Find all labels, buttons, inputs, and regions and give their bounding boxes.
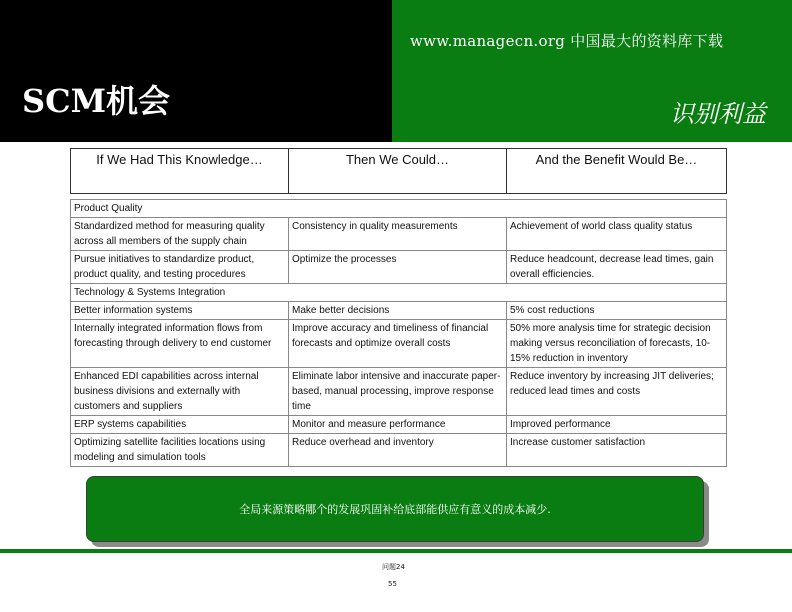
table-cell: Internally integrated information flows from forecasting through delivery to end customer [71,320,289,368]
section-row-product-quality [71,200,727,218]
table-cell: Reduce overhead and inventory [289,434,507,467]
table-cell: Optimizing satellite facilities locations using modeling and simulation tools [71,434,289,467]
footer-divider [0,549,792,553]
table-cell: Reduce headcount, decrease lead times, gain overall efficiencies. [507,251,727,284]
table-cell: 5% cost reductions [507,302,727,320]
column-header-knowledge: If We Had This Knowledge… [71,149,289,194]
table-cell: Achievement of world class quality status [507,218,727,251]
table-row [71,368,727,416]
table-cell: ERP systems capabilities [71,416,289,434]
slide-subtitle: 识别利益 [670,100,766,128]
table-cell: Monitor and measure performance [289,416,507,434]
slide-title: SCM机会 [22,82,171,120]
table-row [71,320,727,368]
table-cell: Consistency in quality measurements [289,218,507,251]
page-reference: 问题24 [382,563,405,571]
summary-callout [86,476,704,542]
table-cell: Pursue initiatives to standardize product, product quality, and testing procedures [71,251,289,284]
table-row [71,416,727,434]
table-cell: Reduce inventory by increasing JIT deliveries; reduced lead times and costs [507,368,727,416]
section-label: Product Quality [71,200,727,218]
table-cell: Better information systems [71,302,289,320]
table-cell: Improve accuracy and timeliness of financial forecasts and optimize overall costs [289,320,507,368]
callout-text: 全局来源策略哪个的发展巩固补给底部能供应有意义的成本减少. [239,503,551,516]
table-row [71,302,727,320]
section-row-technology [71,284,727,302]
header-url-text[interactable]: www.managecn.org 中国最大的资料库下载 [410,32,724,50]
table-row [71,251,727,284]
table-cell: Eliminate labor intensive and inaccurate paper-based, manual processing, improve response time [289,368,507,416]
table-cell: Standardized method for measuring quality across all members of the supply chain [71,218,289,251]
column-header-then: Then We Could… [289,149,507,194]
benefits-table [70,148,727,467]
table-cell: Increase customer satisfaction [507,434,727,467]
table-cell: Optimize the processes [289,251,507,284]
section-label: Technology & Systems Integration [71,284,727,302]
page-number: 55 [388,580,397,588]
table-row [71,434,727,467]
table-cell: Make better decisions [289,302,507,320]
column-header-benefit: And the Benefit Would Be… [507,149,727,194]
table-cell: Improved performance [507,416,727,434]
table-cell: 50% more analysis time for strategic decision making versus reconciliation of forecasts, 10-15% reduction in inventory [507,320,727,368]
table-header-row [71,149,727,194]
table-cell: Enhanced EDI capabilities across internal business divisions and externally with customers and suppliers [71,368,289,416]
table-row [71,218,727,251]
